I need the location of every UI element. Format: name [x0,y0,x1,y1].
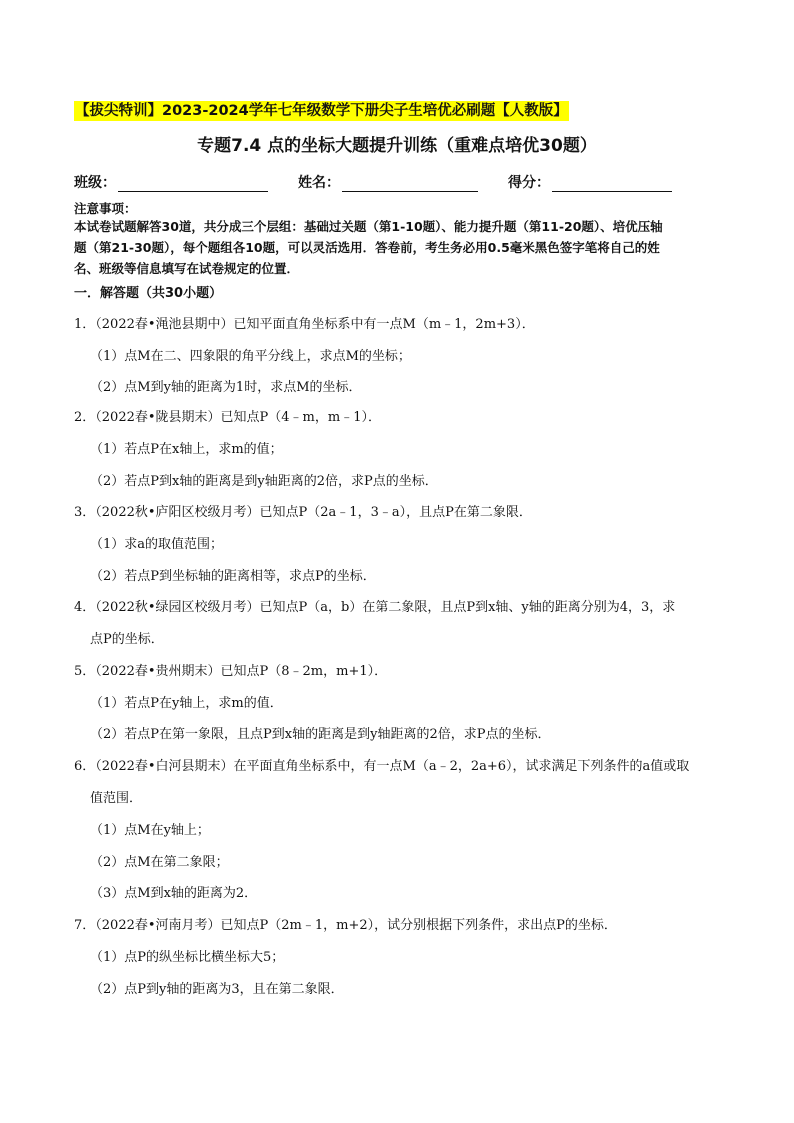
section-heading: 一．解答题（共30小题） [74,286,223,301]
question-1-part-1: （1）点M在二、四象限的角平分线上，求点M的坐标； [90,349,411,364]
question-2-part-2: （2）若点P到x轴的距离是到y轴距离的2倍，求P点的坐标． [90,474,438,489]
score-label: 得分： [508,175,550,191]
question-5-stem: 5．（2022春•贵州期末）已知点P（8﹣2m，m+1）． [74,664,388,679]
question-5-part-2: （2）若点P在第一象限，且点P到x轴的距离是到y轴距离的2倍，求P点的坐标． [90,727,551,742]
question-3-part-2: （2）若点P到坐标轴的距离相等，求点P的坐标． [90,569,376,584]
class-blank-line[interactable] [118,175,268,192]
class-field[interactable] [74,172,268,192]
series-banner: 【拔尖特训】2023-2024学年七年级数学下册尖子生培优必刷题【人教版】 [75,103,568,119]
question-7-part-1: （1）点P的纵坐标比横坐标大5； [90,950,285,965]
notice-line: 名、班级等信息填写在试卷规定的位置． [74,261,300,276]
question-4-continuation: 点P的坐标． [90,632,164,647]
class-label: 班级： [74,175,116,191]
question-6-stem: 6．（2022春•白河县期末）在平面直角坐标系中，有一点M（a﹣2，2a+6），试求满足下列条件的a值或取 [74,759,690,774]
question-6-continuation: 值范围． [90,791,143,806]
score-blank-line[interactable] [552,175,672,192]
notice-line: 本试卷试题解答30道，共分成三个层组：基础过关题（第1-10题）、能力提升题（第11-20题）、培优压轴 [74,219,663,234]
question-2-stem: 2．（2022春•陇县期末）已知点P（4﹣m，m﹣1）． [74,410,381,425]
name-field[interactable] [298,172,478,192]
notice-line: 题（第21-30题），每个题组各10题，可以灵活选用．答卷前，考生务必用0.5毫米黑色签字笔将自己的姓 [74,240,660,255]
student-info-row [74,172,734,194]
name-blank-line[interactable] [342,175,478,192]
question-4-stem: 4．（2022秋•绿园区校级月考）已知点P（a，b）在第二象限，且点P到x轴、y轴的距离分别为4，3，求 [74,600,676,615]
question-7-part-2: （2）点P到y轴的距离为3，且在第二象限． [90,982,344,997]
notice-text [74,216,726,279]
question-1-stem: 1．（2022春•渑池县期中）已知平面直角坐标系中有一点M（m﹣1，2m+3）． [74,317,535,332]
question-2-part-1: （1）若点P在x轴上，求m的值； [90,442,283,457]
question-1-part-2: （2）点M到y轴的距离为1时，求点M的坐标． [90,380,362,395]
question-3-part-1: （1）求a的取值范围； [90,537,224,552]
notice-title: 注意事项： [74,201,137,216]
name-label: 姓名： [298,175,340,191]
question-7-stem: 7．（2022春•河南月考）已知点P（2m﹣1，m+2），试分别根据下列条件，求出点P的坐标． [74,918,617,933]
question-3-stem: 3．（2022秋•庐阳区校级月考）已知点P（2a﹣1，3﹣a），且点P在第二象限． [74,505,532,520]
question-6-part-3: （3）点M到x轴的距离为2． [90,886,258,901]
page-title: 专题7.4 点的坐标大题提升训练（重难点培优30题） [197,136,597,156]
question-5-part-1: （1）若点P在y轴上，求m的值． [90,696,283,711]
question-6-part-1: （1）点M在y轴上； [90,823,210,838]
banner-wrap [74,100,569,121]
score-field[interactable] [508,172,672,192]
question-6-part-2: （2）点M在第二象限； [90,855,229,870]
